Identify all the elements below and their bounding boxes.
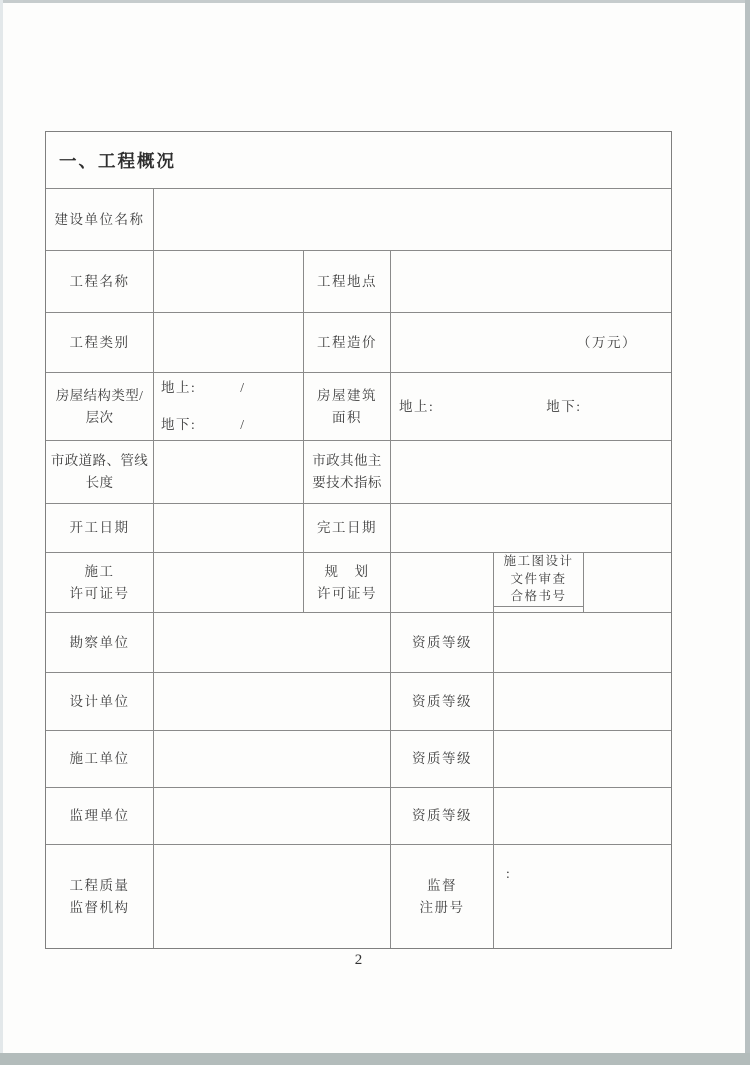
field-survey-qualification (494, 613, 671, 672)
field-supervision-qualification (494, 788, 671, 844)
table-row (46, 553, 671, 613)
page-number: 2 (354, 952, 363, 968)
table-row (46, 313, 671, 373)
scan-edge-bottom (0, 1053, 750, 1065)
label-municipal-length: 市政道路、管线 长度 (46, 441, 154, 503)
label-finish-date: 完工日期 (304, 504, 391, 552)
project-overview-table (45, 131, 672, 949)
label-construction-permit: 施工 许可证号 (46, 553, 154, 612)
colon-mark: : (506, 866, 512, 881)
field-construction-unit-name (154, 189, 671, 250)
field-municipal-indicators (391, 441, 671, 503)
field-project-category (154, 313, 304, 372)
label-supervision-unit: 监理单位 (46, 788, 154, 844)
scan-edge-top (0, 0, 750, 3)
field-supervision-unit (154, 788, 391, 844)
table-row (46, 613, 671, 673)
field-builder-qualification (494, 731, 671, 787)
label-planning-permit: 规 划 许可证号 (304, 553, 391, 612)
table-row (46, 373, 671, 441)
field-structure-levels (154, 373, 304, 440)
field-drawing-review (584, 553, 671, 612)
label-design-qualification: 资质等级 (391, 673, 494, 730)
field-project-cost (391, 313, 671, 372)
label-survey-unit: 勘察单位 (46, 613, 154, 672)
field-builder-unit (154, 731, 391, 787)
structure-below-line: 地下: / (161, 417, 246, 432)
label-supervision-qualification: 资质等级 (391, 788, 494, 844)
table-row (46, 788, 671, 845)
label-municipal-indicators: 市政其他主 要技术指标 (304, 441, 391, 503)
field-design-qualification (494, 673, 671, 730)
label-project-cost: 工程造价 (304, 313, 391, 372)
label-supervision-registration: 监督 注册号 (391, 845, 494, 948)
field-project-location (391, 251, 671, 312)
label-builder-qualification: 资质等级 (391, 731, 494, 787)
table-row (46, 845, 671, 948)
label-drawing-review (494, 553, 584, 612)
label-project-category: 工程类别 (46, 313, 154, 372)
table-row (46, 189, 671, 251)
table-row-title (46, 132, 671, 189)
section-title: 一、工程概况 (59, 150, 176, 171)
field-start-date (154, 504, 304, 552)
label-project-location: 工程地点 (304, 251, 391, 312)
table-row (46, 441, 671, 504)
field-quality-supervision-org (154, 845, 391, 948)
scan-edge-left (0, 0, 3, 1065)
label-structure-type: 房屋结构类型/ 层次 (46, 373, 154, 440)
label-survey-qualification: 资质等级 (391, 613, 494, 672)
cost-unit-text: （万元） (577, 334, 637, 350)
label-construction-unit-name: 建设单位名称 (46, 189, 154, 250)
table-row (46, 673, 671, 731)
field-survey-unit (154, 613, 391, 672)
label-building-area: 房屋建筑 面积 (304, 373, 391, 440)
field-construction-permit (154, 553, 304, 612)
label-start-date: 开工日期 (46, 504, 154, 552)
table-row (46, 251, 671, 313)
table-row (46, 731, 671, 788)
label-quality-supervision-org: 工程质量 监督机构 (46, 845, 154, 948)
label-project-name: 工程名称 (46, 251, 154, 312)
field-planning-permit (391, 553, 494, 612)
structure-above-line: 地上: / (161, 380, 246, 395)
drawing-review-inset-box: 施工图设计 文件审查 合格书号 (494, 553, 583, 607)
field-municipal-length (154, 441, 304, 503)
field-design-unit (154, 673, 391, 730)
field-project-name (154, 251, 304, 312)
label-builder-unit: 施工单位 (46, 731, 154, 787)
scan-edge-right (745, 0, 750, 1065)
field-building-area: 地上: 地下: (399, 398, 582, 414)
label-design-unit: 设计单位 (46, 673, 154, 730)
field-finish-date (391, 504, 671, 552)
table-row (46, 504, 671, 553)
field-supervision-registration (494, 845, 671, 948)
